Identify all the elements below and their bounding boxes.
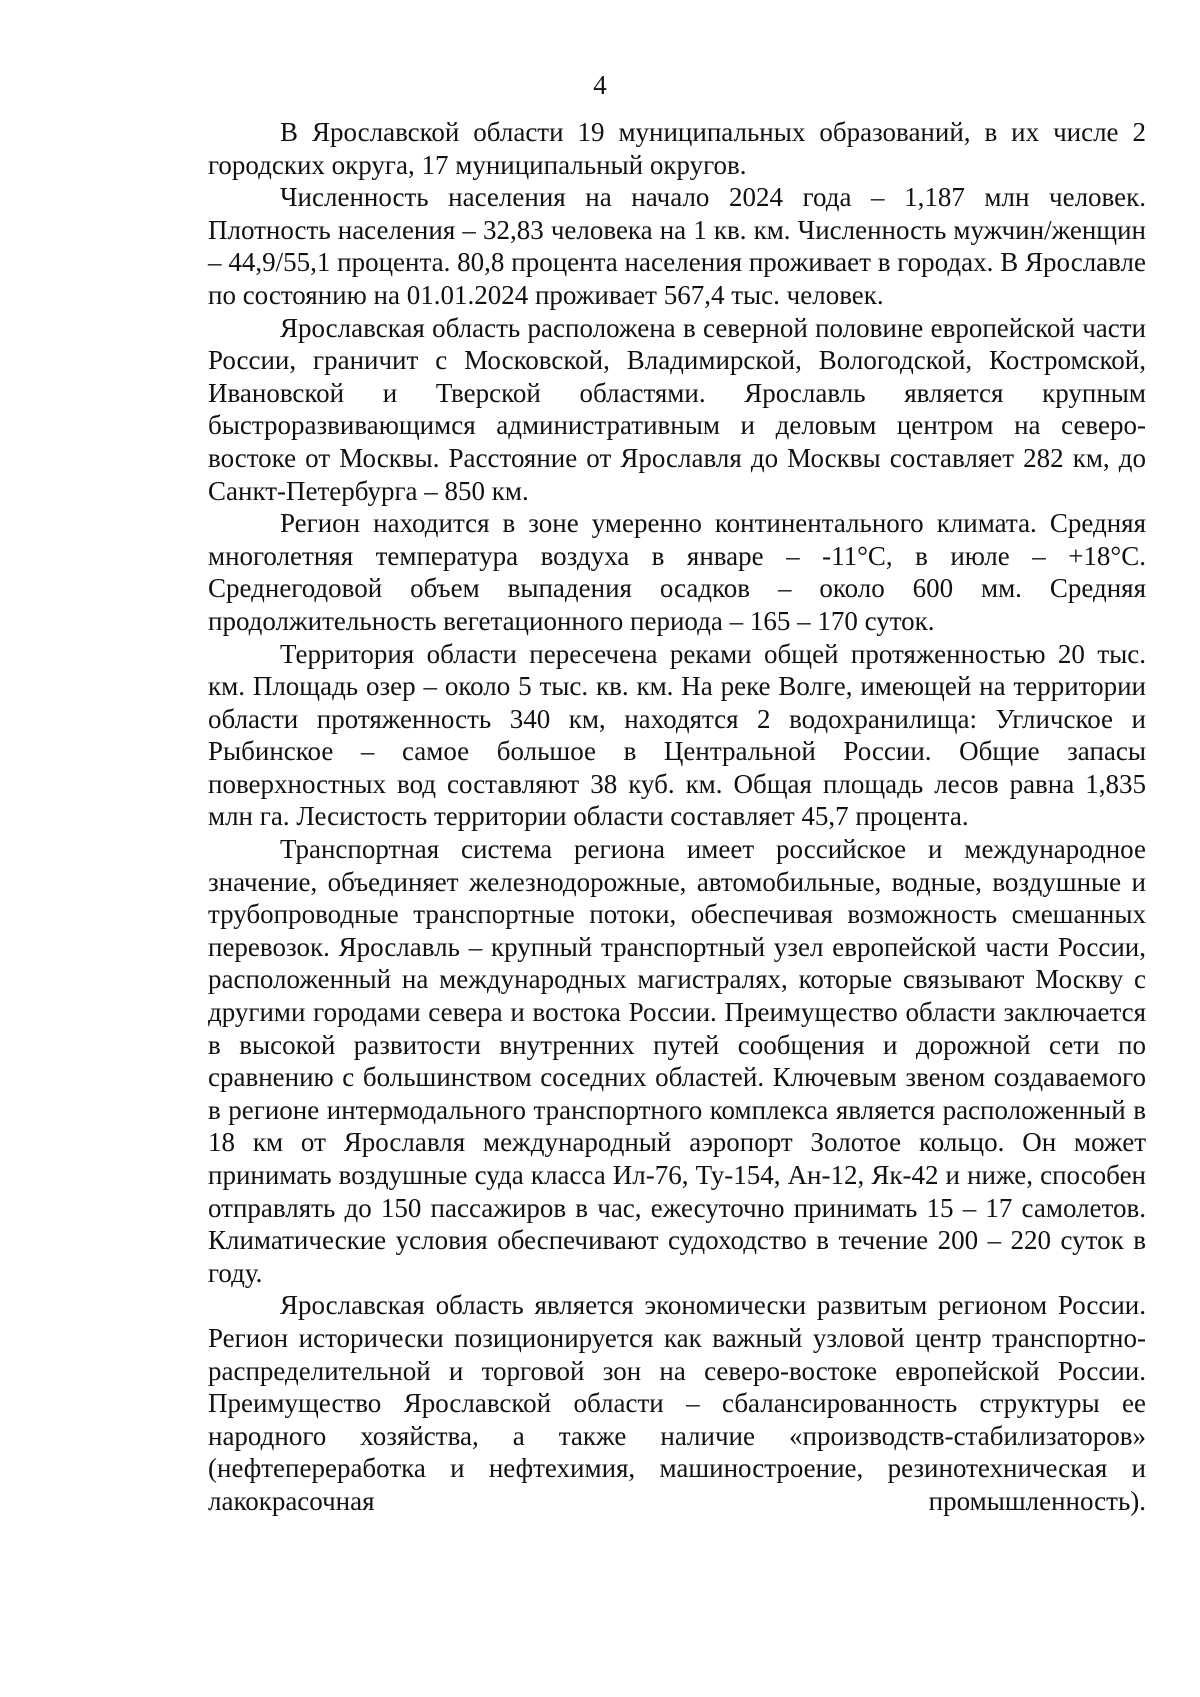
document-body xyxy=(208,116,1146,1518)
paragraph-municipalities: В Ярославской области 19 муниципальных образований, в их числе 2 городских округа, 17 муниципальный округов. xyxy=(208,117,1146,180)
paragraph-water-resources: Территория области пересечена реками общей протяженностью 20 тыс. км. Площадь озер – около 5 тыс. кв. км. На реке Волге, имеющей на территории области протяженность 340 км, находятся 2 водохранилища: Угличское и Рыбинское – самое большое в Центральной России. Общие запасы поверхностных вод составляют 38 куб. км. Общая площадь лесов равна 1,835 млн га. Лесистость территории области составляет 45,7 процента. xyxy=(208,638,1146,832)
page-number: 4 xyxy=(593,70,607,100)
paragraph-population: Численность населения на начало 2024 года – 1,187 млн человек. Плотность населения – 32,83 человека на 1 кв. км. Численность мужчин/женщин – 44,9/55,1 процента. 80,8 процента населения проживает в городах. В Ярославле по состоянию на 01.01.2024 проживает 567,4 тыс. человек. xyxy=(208,182,1146,310)
paragraph-transport: Транспортная система региона имеет российское и международное значение, объединяет железнодорожные, автомобильные, водные, воздушные и трубопроводные транспортные потоки, обеспечивая возможность смешанных перевозок. Ярославль – крупный транспортный узел европейской части России, расположенный на международных магистралях, которые связывают Москву с другими городами севера и востока России. Преимущество области заключается в высокой развитости внутренних путей сообщения и дорожной сети по сравнению с большинством соседних областей. Ключевым звеном создаваемого в регионе интермодального транспортного комплекса является расположенный в 18 км от Ярославля международный аэропорт Золотое кольцо. Он может принимать воздушные суда класса Ил-76, Ту-154, Ан-12, Як-42 и ниже, способен отправлять до 150 пассажиров в час, ежесуточно принимать 15 – 17 самолетов. Климатические условия обеспечивают судоходство в течение 200 – 220 суток в году. xyxy=(208,834,1146,1288)
paragraph-geography: Ярославская область расположена в северной половине европейской части России, граничит с Московской, Владимирской, Вологодской, Костромской, Ивановской и Тверской областями. Ярославль является крупным быстроразвивающимся административным и деловым центром на северо-востоке от Москвы. Расстояние от Ярославля до Москвы составляет 282 км, до Санкт-Петербурга – 850 км. xyxy=(208,312,1146,506)
paragraph-climate: Регион находится в зоне умеренно континентального климата. Средняя многолетняя температура воздуха в январе – -11°С, в июле – +18°С. Среднегодовой объем выпадения осадков – около 600 мм. Средняя продолжительность вегетационного периода – 165 – 170 суток. xyxy=(208,508,1146,636)
paragraph-economy: Ярославская область является экономически развитым регионом России. Регион исторически позиционируется как важный узловой центр транспортно-распределительной и торговой зон на северо-востоке европейской России. Преимущество Ярославской области – сбалансированность структуры ее народного хозяйства, а также наличие «производств-стабилизаторов» (нефтепереработка и нефтехимия, машиностроение, резинотехническая и лакокрасочная промышленность). xyxy=(208,1290,1146,1516)
